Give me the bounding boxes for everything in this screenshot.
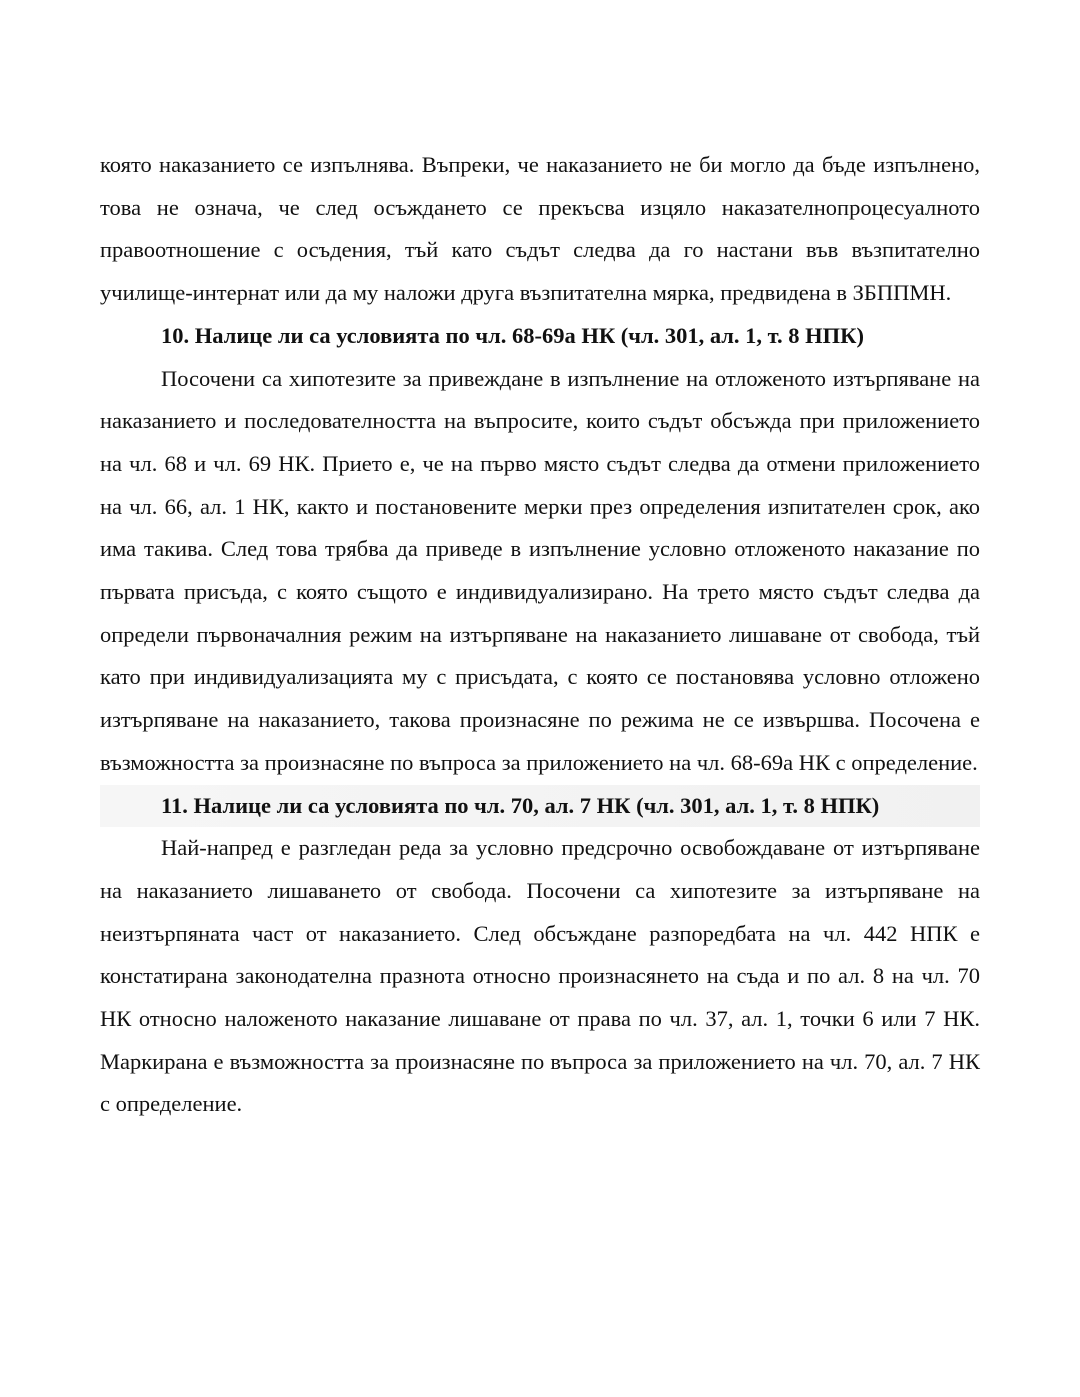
section-heading-11: 11. Налице ли са условията по чл. 70, ал. 7 НК (чл. 301, ал. 1, т. 8 НПК) [100, 785, 980, 828]
section-heading-10: 10. Налице ли са условията по чл. 68-69а НК (чл. 301, ал. 1, т. 8 НПК) [161, 322, 864, 348]
paragraph-section-10: Посочени са хипотезите за привеждане в изпълнение на отложеното изтърпяване на наказанието и последователността на въпросите, които съдът обсъжда при приложението на чл. 68 и чл. 69 НК. Прието е, че на първо място съдът следва да отмени приложението на чл. 66, ал. 1 НК, както и постановените мерки през определения изпитателен срок, ако има такива. След това трябва да приведе в изпълнение условно отложеното наказание по първата присъда, с която същото е индивидуализирано. На трето място съдът следва да определи първоначалния режим на изтърпяване на наказанието лишаване от свобода, тъй като при индивидуализацията му с присъдата, с която се постановява условно отложено изтърпяване на наказанието, такова произнасяне по режима не се извършва. Посочена е възможността за произнасяне по въпроса за приложението на чл. 68-69а НК с определение. [100, 365, 980, 775]
document-page [100, 144, 980, 1126]
paragraph-continuation: която наказанието се изпълнява. Въпреки, че наказанието не би могло да бъде изпълнено, това не означа, че след осъждането се прекъсва изцяло наказателнопроцесуалното правоотношение с осъдения, тъй като съдът следва да го настани във възпитателно училище-интернат или да му наложи друга възпитателна мярка, предвидена в ЗБППМН. [100, 152, 980, 306]
paragraph-section-11: Най-напред е разгледан реда за условно предсрочно освобождаване от изтърпяване на наказанието лишаването от свобода. Посочени са хипотезите за изтърпяване на неизтърпяната част от наказанието. След обсъждане разпоредбата на чл. 442 НПК е констатирана законодателна празнота относно произнасянето на съда и по ал. 8 на чл. 70 НК относно наложеното наказание лишаване от права по чл. 37, ал. 1, точки 6 или 7 НК. Маркирана е възможността за произнасяне по въпроса за приложението на чл. 70, ал. 7 НК с определение. [100, 835, 980, 1117]
